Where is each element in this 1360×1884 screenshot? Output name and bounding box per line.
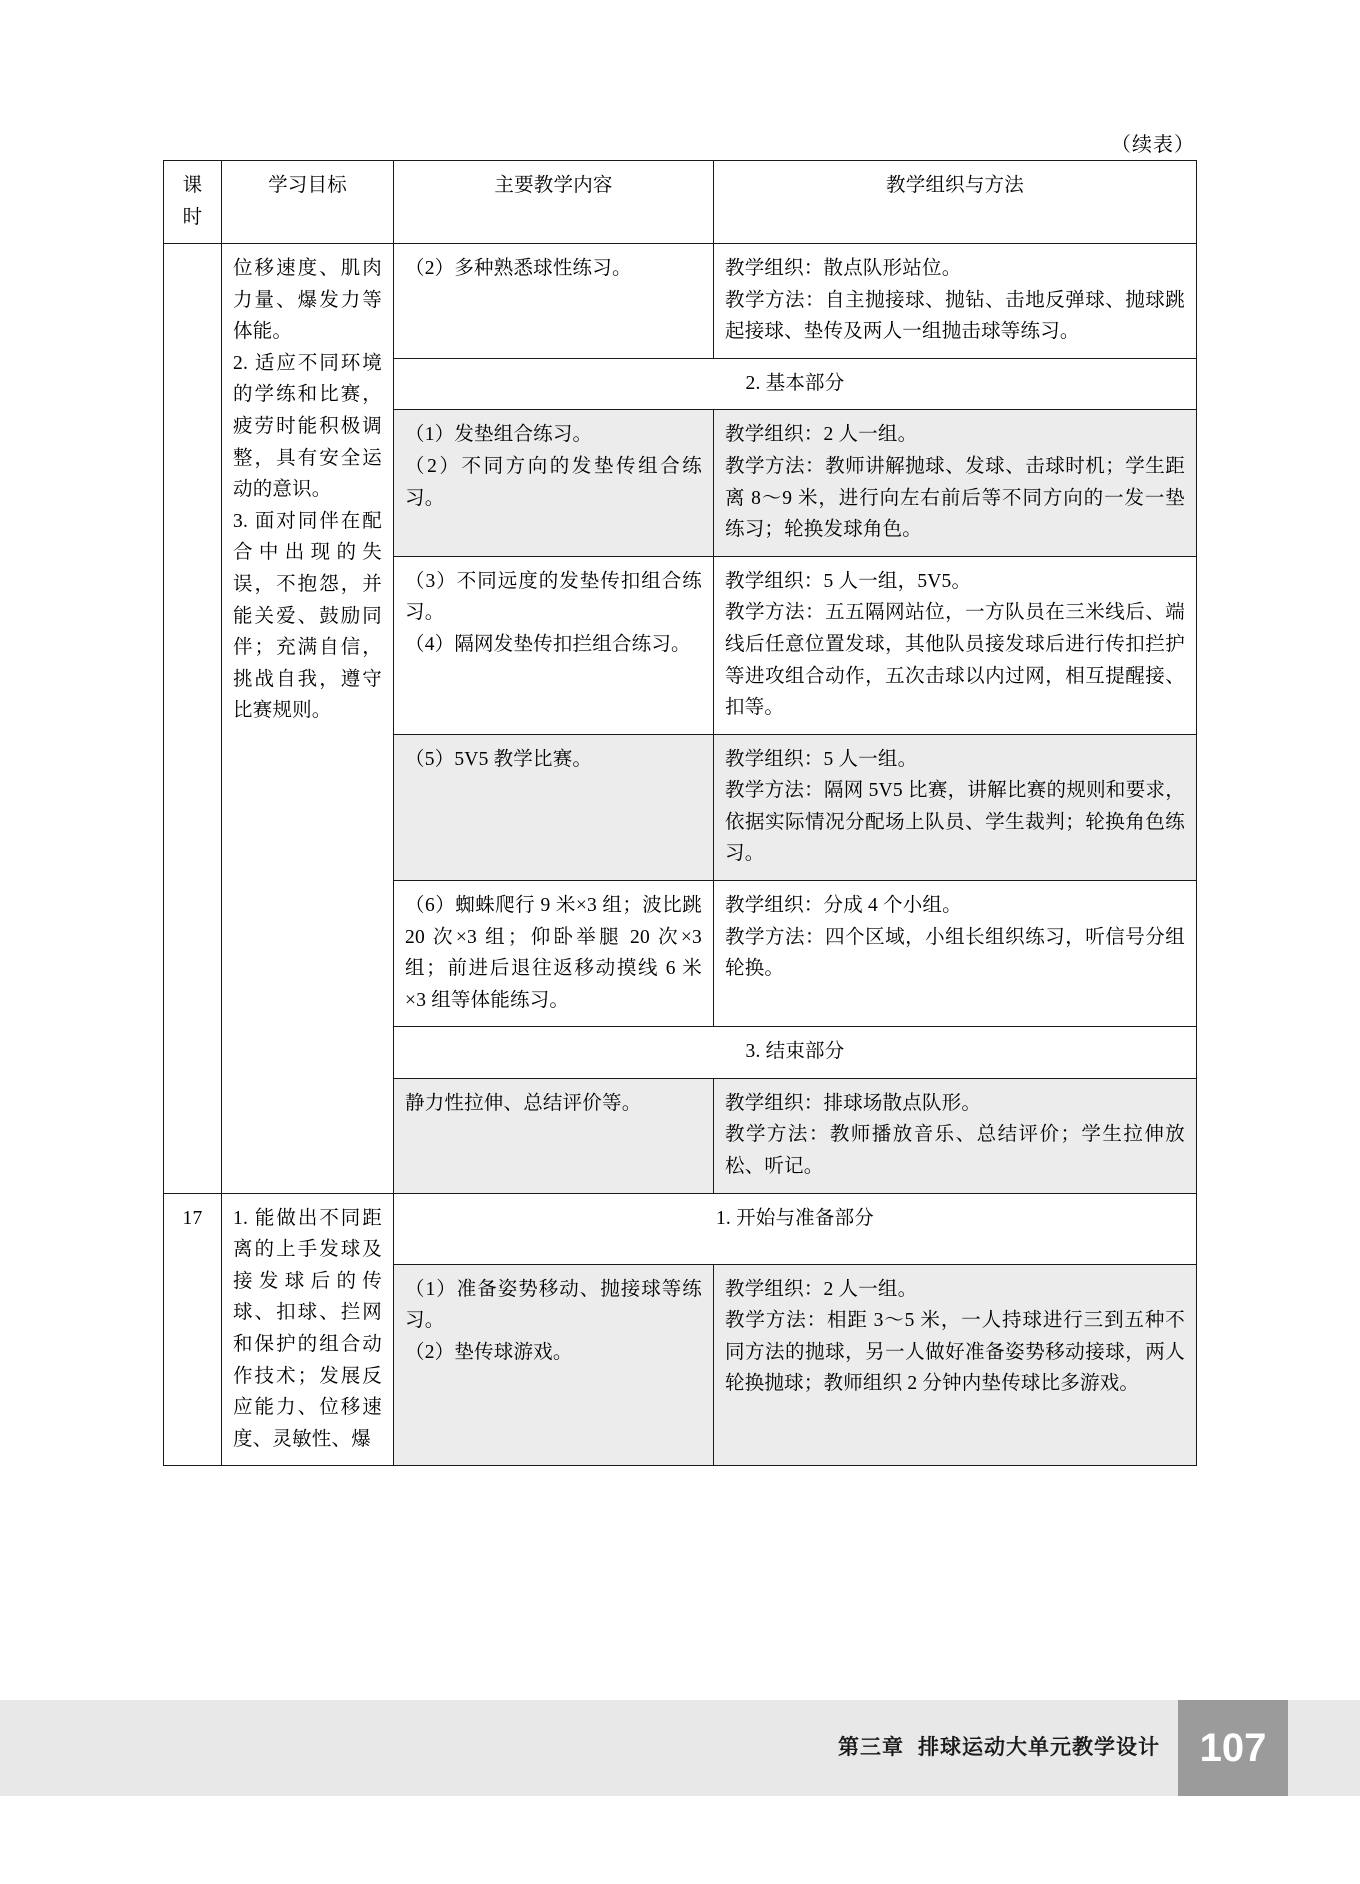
lesson-plan-table xyxy=(163,160,1197,1466)
method-line: 教学组织：排球场散点队形。 xyxy=(725,1092,982,1114)
content-line: （2）多种熟悉球性练习。 xyxy=(405,258,632,280)
method-line: 教学方法：教师讲解抛球、发球、击球时机；学生距离 8～9 米，进行向左右前后等不同方向的一发一垫练习；轮换发球角色。 xyxy=(725,456,1185,541)
content-line: （1）准备姿势移动、抛接球等练习。 xyxy=(405,1278,702,1332)
method-cell xyxy=(714,244,1197,359)
content-cell xyxy=(394,734,714,880)
method-line: 教学组织：5 人一组，5V5。 xyxy=(725,570,972,592)
method-cell xyxy=(714,556,1197,734)
hour-cell-continued xyxy=(164,244,222,1193)
header-goal: 学习目标 xyxy=(222,161,394,244)
footer-title-label: 排球运动大单元教学设计 xyxy=(918,1736,1160,1759)
method-cell xyxy=(714,734,1197,880)
content-cell xyxy=(394,1078,714,1193)
hour-cell-17: 17 xyxy=(164,1193,222,1466)
section-header-warmup: 1. 开始与准备部分 xyxy=(394,1193,1197,1264)
header-content: 主要教学内容 xyxy=(394,161,714,244)
method-line: 教学组织：2 人一组。 xyxy=(725,424,918,446)
content-cell xyxy=(394,244,714,359)
method-line: 教学组织：5 人一组。 xyxy=(725,748,918,770)
content-cell xyxy=(394,556,714,734)
content-line: （2）不同方向的发垫传组合练习。 xyxy=(405,456,702,509)
table-row xyxy=(164,244,1197,359)
content-line: 静力性拉伸、总结评价等。 xyxy=(405,1092,642,1114)
table-row xyxy=(164,1193,1197,1264)
method-line: 教学组织：2 人一组。 xyxy=(725,1278,918,1300)
content-line: （1）发垫组合练习。 xyxy=(405,424,593,446)
method-line: 教学方法：相距 3～5 米，一人持球进行三到五种不同方法的抛球，另一人做好准备姿势移动接球，两人轮换抛球；教师组织 2 分钟内垫传球比多游戏。 xyxy=(725,1310,1185,1395)
content-cell xyxy=(394,410,714,556)
footer-chapter-title xyxy=(838,1700,1160,1796)
header-method: 教学组织与方法 xyxy=(714,161,1197,244)
method-line: 教学组织：散点队形站位。 xyxy=(725,258,962,280)
content-line: （2）垫传球游戏。 xyxy=(405,1341,573,1363)
content-line: （3）不同远度的发垫传扣组合练习。 xyxy=(405,570,702,624)
content-cell xyxy=(394,1264,714,1466)
section-header-basic: 2. 基本部分 xyxy=(394,358,1197,410)
method-cell xyxy=(714,410,1197,556)
method-line: 教学方法：四个区域，小组长组织练习，听信号分组轮换。 xyxy=(725,926,1185,980)
footer-chapter-label: 第三章 xyxy=(838,1736,904,1759)
method-line: 教学方法：隔网 5V5 比赛，讲解比赛的规则和要求，依据实际情况分配场上队员、学生裁判；轮换角色练习。 xyxy=(725,780,1185,865)
continued-table-label: （续表） xyxy=(1111,134,1195,156)
goal-paragraph: 位移速度、肌肉力量、爆发力等体能。 xyxy=(233,258,382,343)
goal-paragraph: 3. 面对同伴在配合中出现的失误，不抱怨，并能关爱、鼓励同伴；充满自信，挑战自我，遵守比赛规则。 xyxy=(233,510,382,722)
section-header-ending: 3. 结束部分 xyxy=(394,1027,1197,1079)
method-cell xyxy=(714,1264,1197,1466)
goal-cell-17 xyxy=(222,1193,394,1466)
method-line: 教学方法：五五隔网站位，一方队员在三米线后、端线后任意位置发球，其他队员接发球后进行传扣拦护等进攻组合动作，五次击球以内过网，相互提醒接、扣等。 xyxy=(725,602,1185,719)
content-line: （5）5V5 教学比赛。 xyxy=(405,748,593,770)
goal-paragraph: 2. 适应不同环境的学练和比赛，疲劳时能积极调整，具有安全运动的意识。 xyxy=(233,352,382,501)
goal-cell-continued xyxy=(222,244,394,1193)
method-line: 教学方法：教师播放音乐、总结评价；学生拉伸放松、听记。 xyxy=(725,1124,1185,1178)
content-line: （6）蜘蛛爬行 9 米×3 组；波比跳 20 次×3 组；仰卧举腿 20 次×3 组；前进后退往返移动摸线 6 米×3 组等体能练习。 xyxy=(405,894,702,1011)
table-header-row xyxy=(164,161,1197,244)
goal-paragraph: 1. 能做出不同距离的上手发球及接发球后的传球、扣球、拦网和保护的组合动作技术；发展反应能力、位移速度、灵敏性、爆 xyxy=(233,1207,382,1450)
page-number: 107 xyxy=(1199,1726,1267,1770)
method-cell xyxy=(714,880,1197,1026)
method-cell xyxy=(714,1078,1197,1193)
content-line: （4）隔网发垫传扣拦组合练习。 xyxy=(405,633,691,655)
content-cell xyxy=(394,880,714,1026)
method-line: 教学方法：自主抛接球、抛钻、击地反弹球、抛球跳起接球、垫传及两人一组抛击球等练习。 xyxy=(725,289,1185,343)
header-hour: 课时 xyxy=(164,161,222,244)
method-line: 教学组织：分成 4 个小组。 xyxy=(725,894,962,916)
